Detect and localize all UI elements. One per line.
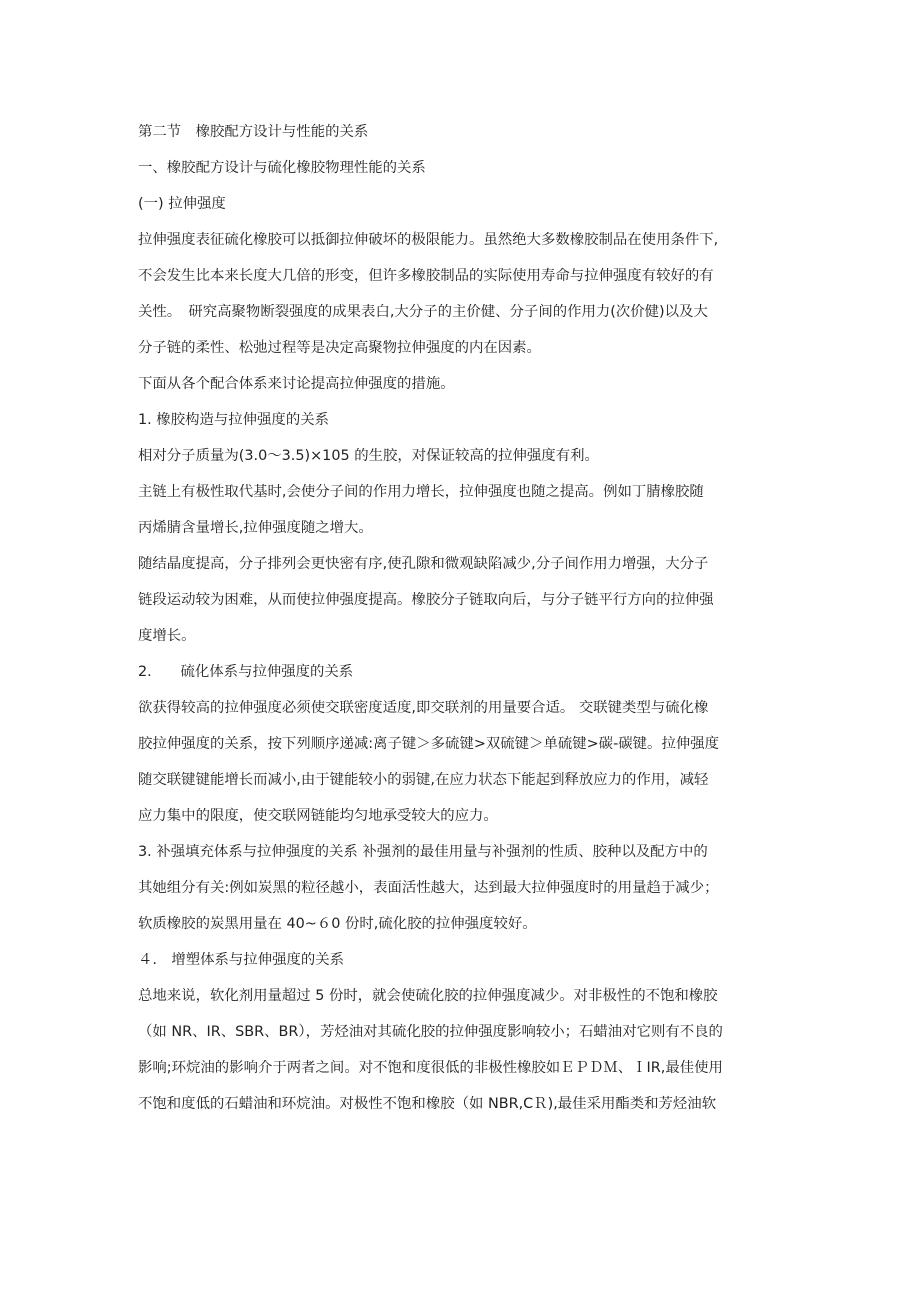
- paragraph-line: 随交联键键能增长而减小,由于键能较小的弱键,在应力状态下能起到释放应力的作用，减轻: [138, 772, 709, 788]
- item-1-title: 1. 橡胶构造与拉伸强度的关系: [138, 412, 329, 428]
- paragraph-line: 关性。 研究高聚物断裂强度的成果表白,大分子的主价健、分子间的作用力(次价健)以及大: [138, 304, 708, 320]
- paragraph-line: 随结晶度提高，分子排列会更快密有序,使孔隙和微观缺陷减少,分子间作用力增强，大分子: [138, 556, 709, 572]
- document-body: [138, 117, 788, 1120]
- paragraph-line: （如 NR、IR、SBR、BR），芳烃油对其硫化胶的拉伸强度影响较小；石蜡油对它则有不良的: [138, 1024, 723, 1040]
- section-title: 第二节 橡胶配方设计与性能的关系: [138, 124, 369, 140]
- paragraph-line: 3. 补强填充体系与拉伸强度的关系 补强剂的最佳用量与补强剂的性质、胶种以及配方中的: [138, 844, 708, 860]
- paragraph-line: 主链上有极性取代基时,会使分子间的作用力增长，拉伸强度也随之提高。例如丁腈橡胶随: [138, 484, 704, 500]
- paragraph-line: 其她组分有关:例如炭黑的粒径越小，表面活性越大，达到最大拉伸强度时的用量趋于减少；: [138, 880, 719, 896]
- paragraph-line: 软质橡胶的炭黑用量在 40~６0 份时,硫化胶的拉伸强度较好。: [138, 916, 537, 932]
- paragraph-line: 丙烯腈含量增长,拉伸强度随之增大。: [138, 520, 373, 536]
- paragraph-line: 欲获得较高的拉伸强度必须使交联密度适度,即交联剂的用量要合适。 交联键类型与硫化橡: [138, 700, 709, 716]
- paragraph-line: 度增长。: [138, 628, 196, 644]
- heading-level-1: 一、橡胶配方设计与硫化橡胶物理性能的关系: [138, 160, 426, 176]
- paragraph-line: 不饱和度低的石蜡油和环烷油。对极性不饱和橡胶（如 NBR,CＲ),最佳采用酯类和芳烃油软: [138, 1096, 717, 1112]
- paragraph-line: 不会发生比本来长度大几倍的形变，但许多橡胶制品的实际使用寿命与拉伸强度有较好的有: [138, 268, 714, 284]
- paragraph-line: 分子链的柔性、松弛过程等是决定高聚物拉伸强度的内在因素。: [138, 340, 541, 356]
- paragraph-line: 拉伸强度表征硫化橡胶可以抵御拉伸破坏的极限能力。虽然绝大多数橡胶制品在使用条件下,: [138, 232, 719, 248]
- heading-level-2: (一) 拉伸强度: [138, 196, 226, 212]
- paragraph-line: 胶拉伸强度的关系，按下列顺序递减:离子键＞多硫键>双硫键＞单硫键>碳-碳键。拉伸强度: [138, 736, 720, 752]
- item-4-title: ４. 增塑体系与拉伸强度的关系: [138, 952, 345, 968]
- paragraph-line: 总地来说，软化剂用量超过 5 份时，就会使硫化胶的拉伸强度减少。对非极性的不饱和橡胶: [138, 988, 718, 1004]
- paragraph-line: 相对分子质量为(3.0～3.5)×105 的生胶，对保证较高的拉伸强度有利。: [138, 448, 599, 464]
- paragraph-line: 影响;环烷油的影响介于两者之间。对不饱和度很低的非极性橡胶如ＥＰＤＭ、ＩIR,最佳使用: [138, 1060, 723, 1076]
- paragraph-line: 下面从各个配合体系来讨论提高拉伸强度的措施。: [138, 376, 455, 392]
- paragraph-line: 链段运动较为困难，从而使拉伸强度提高。橡胶分子链取向后，与分子链平行方向的拉伸强: [138, 592, 714, 608]
- item-2-title: 2. 硫化体系与拉伸强度的关系: [138, 664, 354, 680]
- paragraph-line: 应力集中的限度，使交联网链能均匀地承受较大的应力。: [138, 808, 498, 824]
